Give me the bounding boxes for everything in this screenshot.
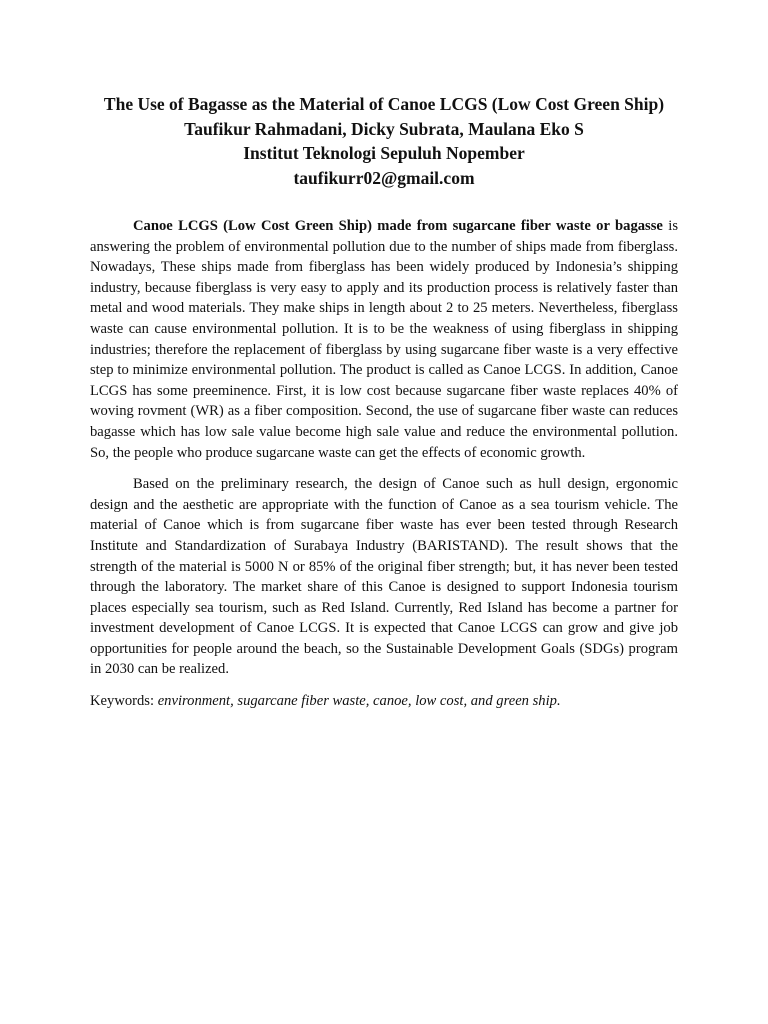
keywords-label: Keywords:: [90, 693, 158, 710]
document-header: [90, 92, 678, 190]
author-email: taufikurr02@gmail.com: [293, 167, 475, 188]
keywords-line: [90, 691, 678, 712]
paragraph-1: [90, 216, 678, 463]
paragraph-2: Based on the preliminary research, the design of Canoe such as hull design, ergonomic design and the aesthetic are appropriate with the function of Canoe as a sea tourism vehicle. The material of Canoe which is from sugarcane fiber waste has ever been tested through Research Institute and Standardization of Surabaya Industry (BARISTAND). The result shows that the strength of the material is 5000 N or 85% of the original fiber strength; but, it has never been tested through the laboratory. The market share of this Canoe is designed to support Indonesia tourism places especially sea tourism, such as Red Island. Currently, Red Island has become a partner for investment development of Canoe LCGS. It is expected that Canoe LCGS can grow and give job opportunities for people around the beach, so the Sustainable Development Goals (SDGs) program in 2030 can be realized.: [90, 476, 678, 678]
author-list: Taufikur Rahmadani, Dicky Subrata, Maulana Eko S: [184, 118, 584, 139]
abstract-body: [90, 216, 678, 680]
keywords-values: environment, sugarcane fiber waste, canoe, low cost, and green ship.: [157, 693, 561, 710]
institution: Institut Teknologi Sepuluh Nopember: [243, 143, 525, 163]
paragraph-1-lead: Canoe LCGS (Low Cost Green Ship) made from sugarcane fiber waste or bagasse: [133, 218, 663, 234]
document-title: The Use of Bagasse as the Material of Canoe LCGS (Low Cost Green Ship): [103, 94, 665, 114]
document-page: [90, 92, 678, 712]
paragraph-1-text: is answering the problem of environmental pollution due to the number of ships made from fiberglass. Nowadays, These ships made from fiberglass has been widely produced by Indonesia’s shipping industry, because fiberglass is very easy to apply and its production process is relatively faster than metal and wood materials. They make ships in length about 2 to 25 meters. Nevertheless, fiberglass waste can cause environmental pollution. It is to be the weakness of using fiberglass in shipping industries; therefore the replacement of fiberglass by using sugarcane fiber waste is a very effective step to minimize environmental pollution. The product is called as Canoe LCGS. In addition, Canoe LCGS has some preeminence. First, it is low cost because sugarcane fiber waste replaces 40% of woving rovment (WR) as a fiber composition. Second, the use of sugarcane fiber waste can reduces bagasse which has low sale value become high sale value and reduce the environmental pollution. So, the people who produce sugarcane waste can get the effects of economic growth.: [90, 218, 678, 461]
